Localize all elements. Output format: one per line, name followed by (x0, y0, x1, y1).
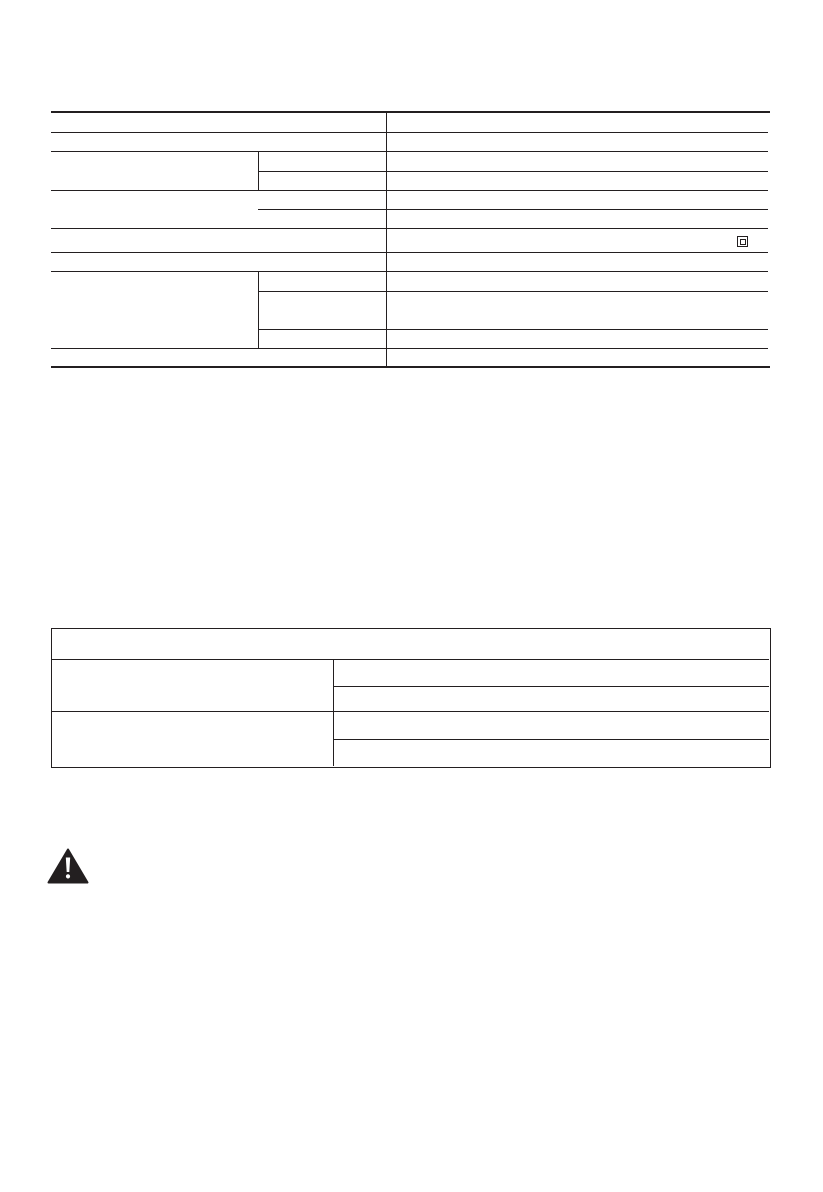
table-divider (51, 132, 768, 133)
table-divider (51, 190, 768, 191)
table-divider (52, 659, 769, 660)
table-divider (258, 171, 768, 172)
table-divider (51, 228, 768, 229)
class-ii-double-insulation-icon (737, 236, 748, 247)
noise-vibration-table (51, 628, 771, 768)
table-divider (51, 252, 768, 253)
table-divider (333, 739, 769, 740)
warning-triangle-icon (47, 848, 89, 884)
specifications-table (51, 111, 770, 368)
table-divider (258, 209, 768, 210)
table-divider (258, 272, 259, 349)
table-divider (333, 659, 334, 766)
table-divider (52, 711, 769, 712)
table-divider (333, 686, 769, 687)
table-divider (258, 291, 768, 292)
table-divider (51, 348, 768, 349)
table-divider (258, 329, 768, 330)
table-divider (51, 271, 768, 272)
table-divider (51, 151, 768, 152)
